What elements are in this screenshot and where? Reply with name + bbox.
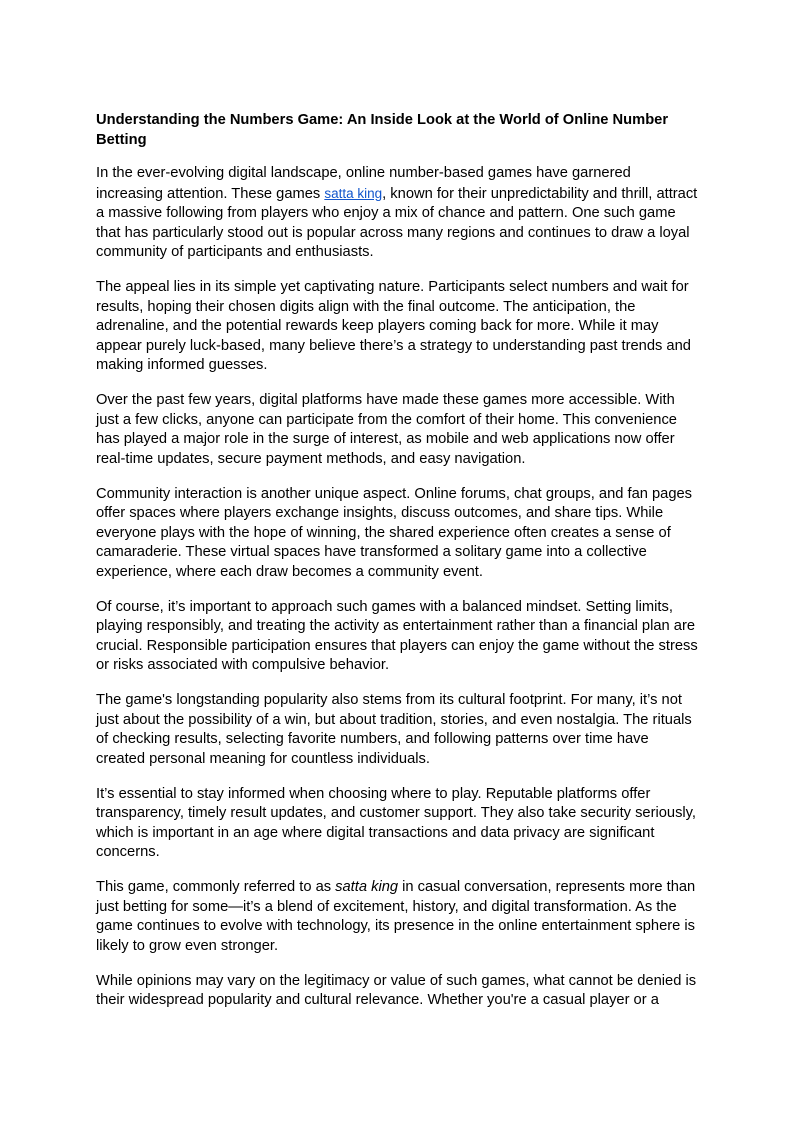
satta-king-link[interactable]: satta king bbox=[324, 185, 383, 201]
paragraph-intro-text-start: In the ever-evolving digital landscape, online number-based games have garnered increasing attention. These games bbox=[96, 165, 631, 202]
paragraph-responsibility: Of course, it’s important to approach such games with a balanced mindset. Setting limits, playing responsibly, and treating the activity as entertainment rather than a financial plan are crucial. Responsible participation ensures that players can enjoy the game without the stress or risks associated with compulsive behavior. bbox=[96, 598, 698, 673]
paragraph-platforms: It’s essential to stay informed when choosing where to play. Reputable platforms offer transparency, timely result updates, and customer support. They also take security seriously, which is important in an age where digital transactions and data privacy are significant concerns. bbox=[96, 785, 697, 860]
paragraph-community: Community interaction is another unique aspect. Online forums, chat groups, and fan pages offer spaces where players exchange insights, discuss outcomes, and share tips. While everyone plays with the hope of winning, the shared experience often creates a sense of camaraderie. These virtual spaces have transformed a solitary game into a collective experience, where each draw becomes a community event. bbox=[96, 485, 692, 580]
paragraph-opinions: While opinions may vary on the legitimacy or value of such games, what cannot be denied is their widespread popularity and cultural relevance. Whether you're a casual player or a bbox=[96, 972, 697, 1008]
paragraph-intro bbox=[96, 164, 700, 263]
paragraph-intro-text-end: , known for their unpredictability and thrill, attract a massive following from players who enjoy a mix of chance and pattern. One such game that has particularly stood out is popular across many regions and continues to draw a loyal community of participants and enthusiasts. bbox=[96, 185, 698, 260]
paragraph-casual-name bbox=[96, 878, 700, 956]
paragraph-culture: The game's longstanding popularity also stems from its cultural footprint. For many, it’s not just about the possibility of a win, but about tradition, stories, and even nostalgia. The rituals of checking results, selecting favorite numbers, and following patterns over time have created personal meaning for countless individuals. bbox=[96, 692, 692, 767]
paragraph-accessibility: Over the past few years, digital platforms have made these games more accessible. With just a few clicks, anyone can participate from the comfort of their home. This convenience has played a major role in the surge of interest, as mobile and web applications now offer real-time updates, secure payment methods, and easy navigation. bbox=[96, 392, 677, 467]
paragraph-casual-name-text-start: This game, commonly referred to as bbox=[96, 879, 336, 895]
paragraph-appeal: The appeal lies in its simple yet captivating nature. Participants select numbers and wait for results, hoping their chosen digits align with the final outcome. The anticipation, the adrenaline, and the potential rewards keep players coming back for more. While it may appear purely luck-based, many believe there’s a strategy to understanding past trends and making informed guesses. bbox=[96, 279, 691, 373]
paragraph-casual-name-text-end: in casual conversation, represents more than just betting for some—it’s a blend of excitement, history, and digital transformation. As the game continues to evolve with technology, its presence in the online entertainment sphere is likely to grow even stronger. bbox=[96, 879, 696, 954]
document-title: Understanding the Numbers Game: An Inside Look at the World of Online Number Betting bbox=[96, 112, 669, 148]
satta-king-emphasis: satta king bbox=[335, 879, 399, 895]
document-body bbox=[96, 111, 700, 1026]
